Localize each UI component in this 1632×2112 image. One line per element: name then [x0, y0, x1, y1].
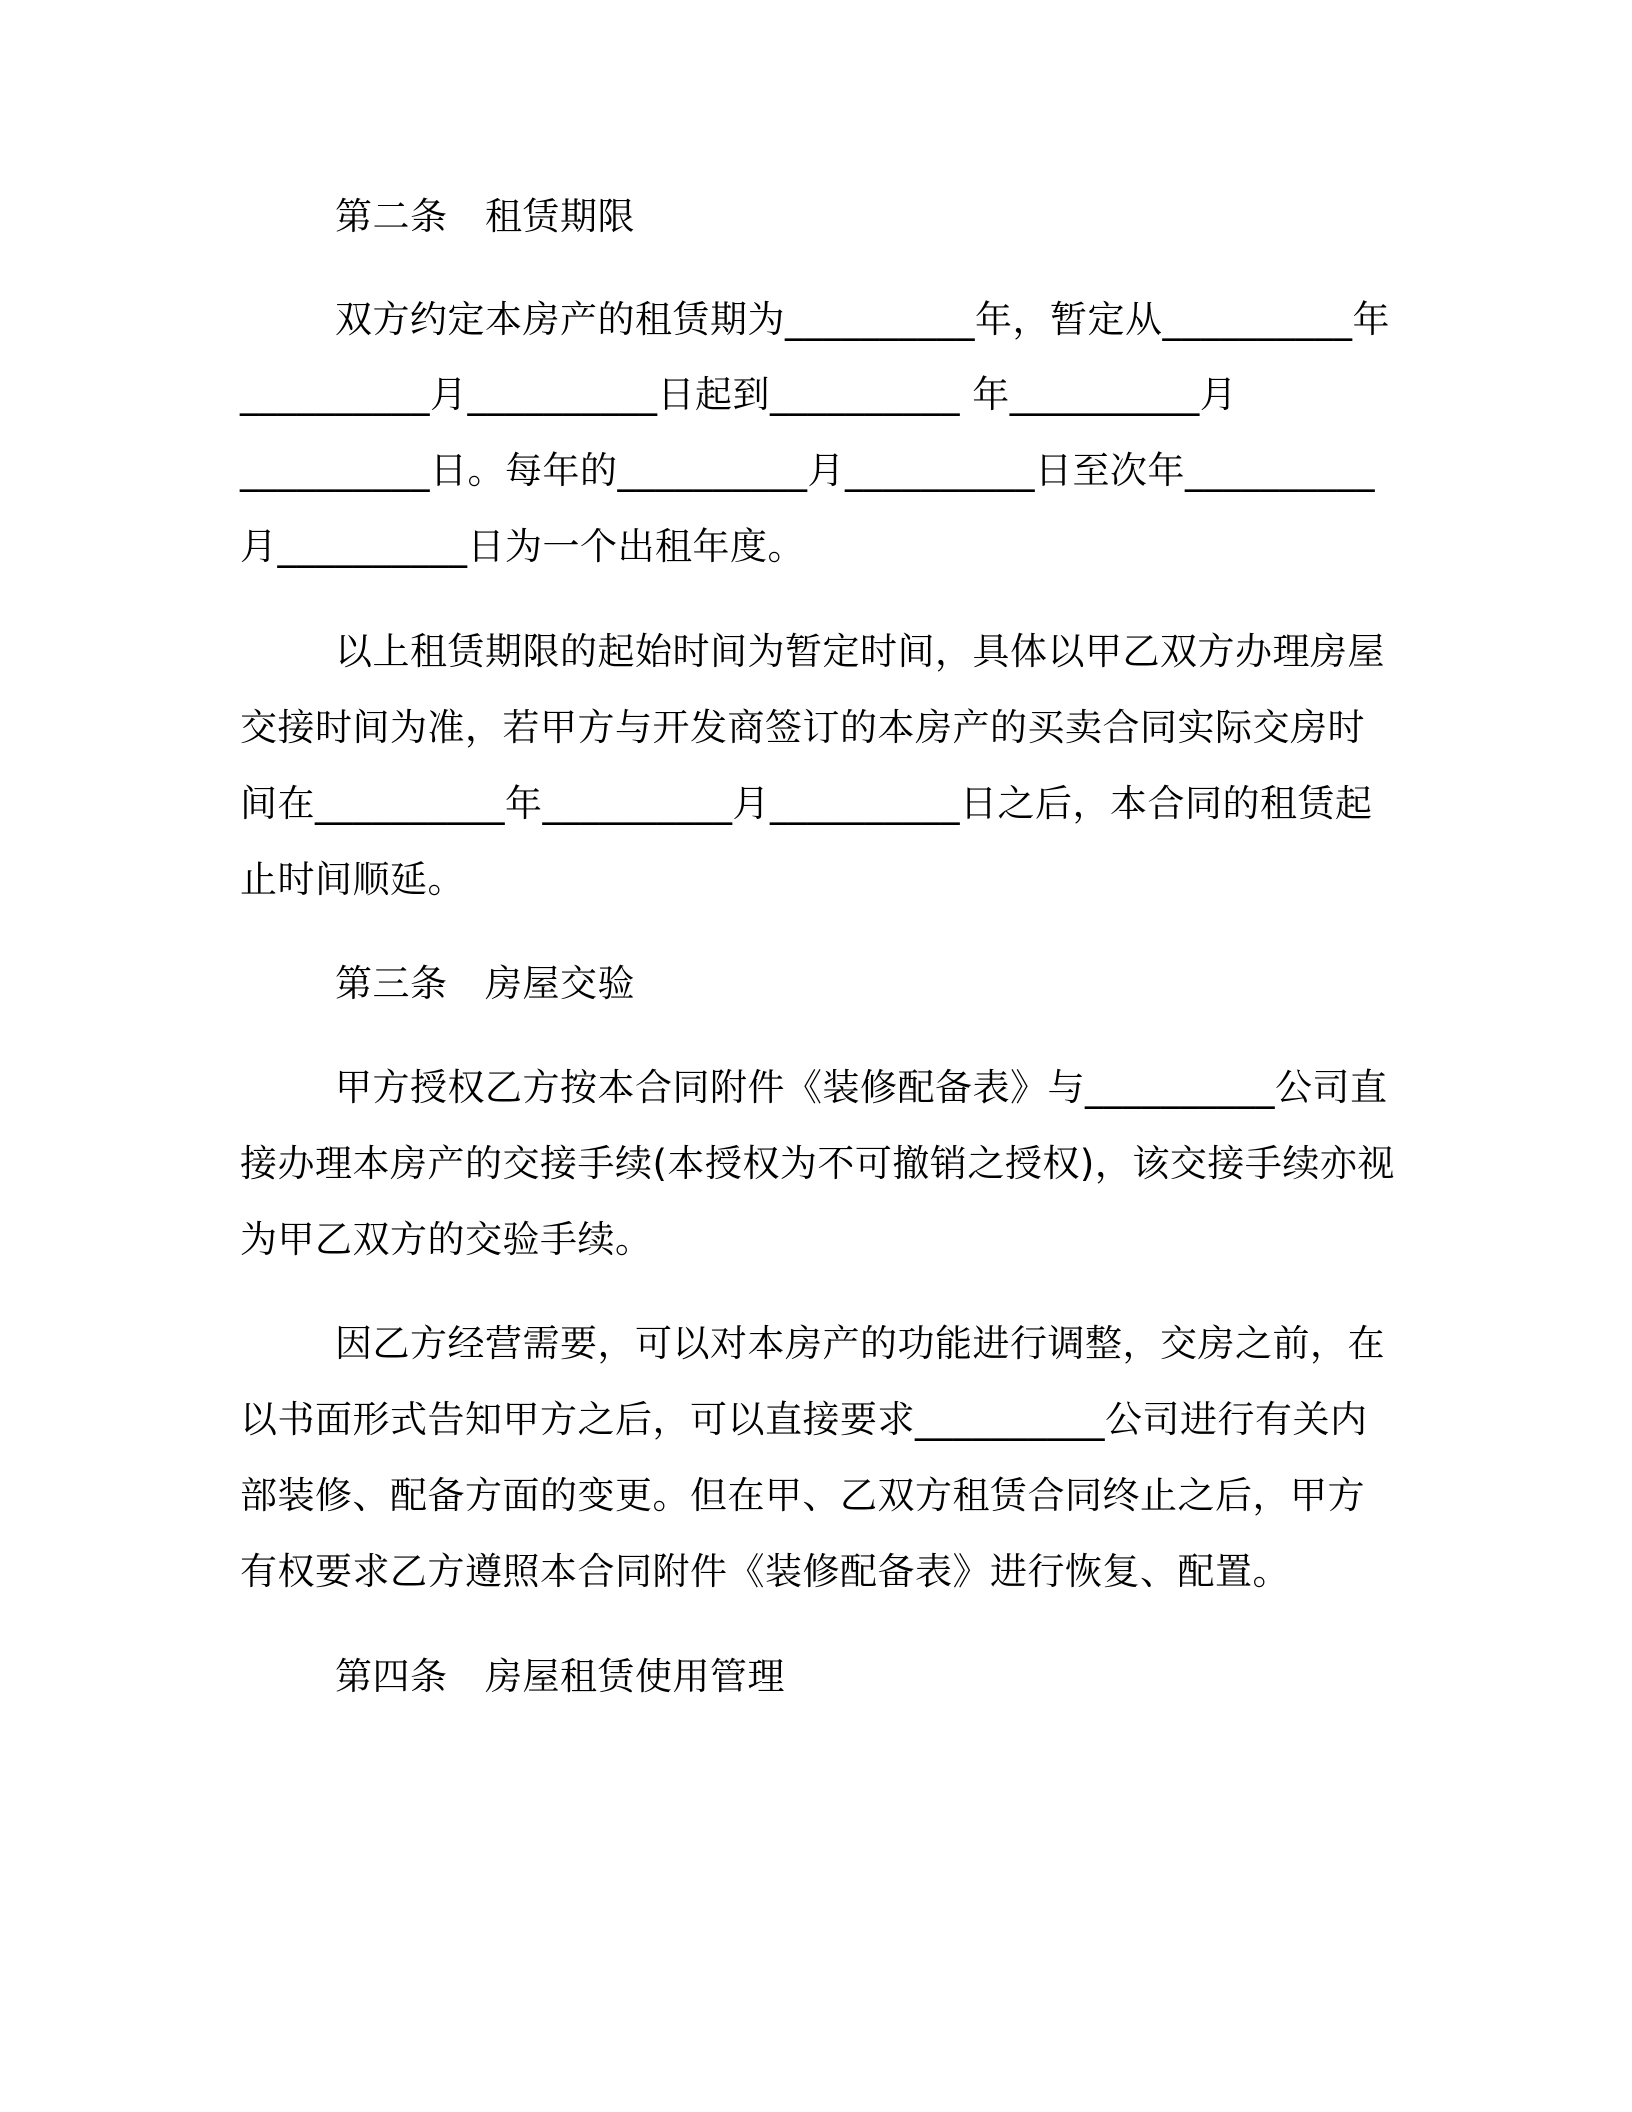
paragraph-line: 因乙方经营需要，可以对本房产的功能进行调整，交房之前，在: [335, 1322, 1385, 1365]
paragraph-line: __________月__________日起到__________ 年__________月: [240, 373, 1238, 416]
paragraph-line: 间在__________年__________月__________日之后，本合同的租赁起: [240, 782, 1373, 825]
paragraph-line: 以上租赁期限的起始时间为暂定时间，具体以甲乙双方办理房屋: [335, 630, 1385, 673]
article-3-heading: 第三条 房屋交验: [335, 962, 635, 1005]
paragraph-line: 交接时间为准，若甲方与开发商签订的本房产的买卖合同实际交房时: [240, 706, 1365, 749]
article-2-heading: 第二条 租赁期限: [335, 195, 635, 238]
paragraph-line: 接办理本房产的交接手续(本授权为不可撤销之授权)，该交接手续亦视: [240, 1142, 1395, 1185]
paragraph-line: 甲方授权乙方按本合同附件《装修配备表》与__________公司直: [335, 1066, 1388, 1109]
paragraph-line: 双方约定本房产的租赁期为__________年，暂定从__________年: [335, 298, 1390, 341]
paragraph-line: 止时间顺延。: [240, 858, 465, 901]
paragraph-line: __________日。每年的__________月__________日至次年__________: [240, 449, 1375, 492]
paragraph-line: 有权要求乙方遵照本合同附件《装修配备表》进行恢复、配置。: [240, 1550, 1290, 1593]
paragraph-line: 月__________日为一个出租年度。: [240, 525, 805, 568]
article-4-heading: 第四条 房屋租赁使用管理: [335, 1655, 785, 1698]
paragraph-line: 以书面形式告知甲方之后，可以直接要求__________公司进行有关内: [240, 1398, 1368, 1441]
paragraph-line: 为甲乙双方的交验手续。: [240, 1218, 653, 1261]
paragraph-line: 部装修、配备方面的变更。但在甲、乙双方租赁合同终止之后，甲方: [240, 1474, 1365, 1517]
